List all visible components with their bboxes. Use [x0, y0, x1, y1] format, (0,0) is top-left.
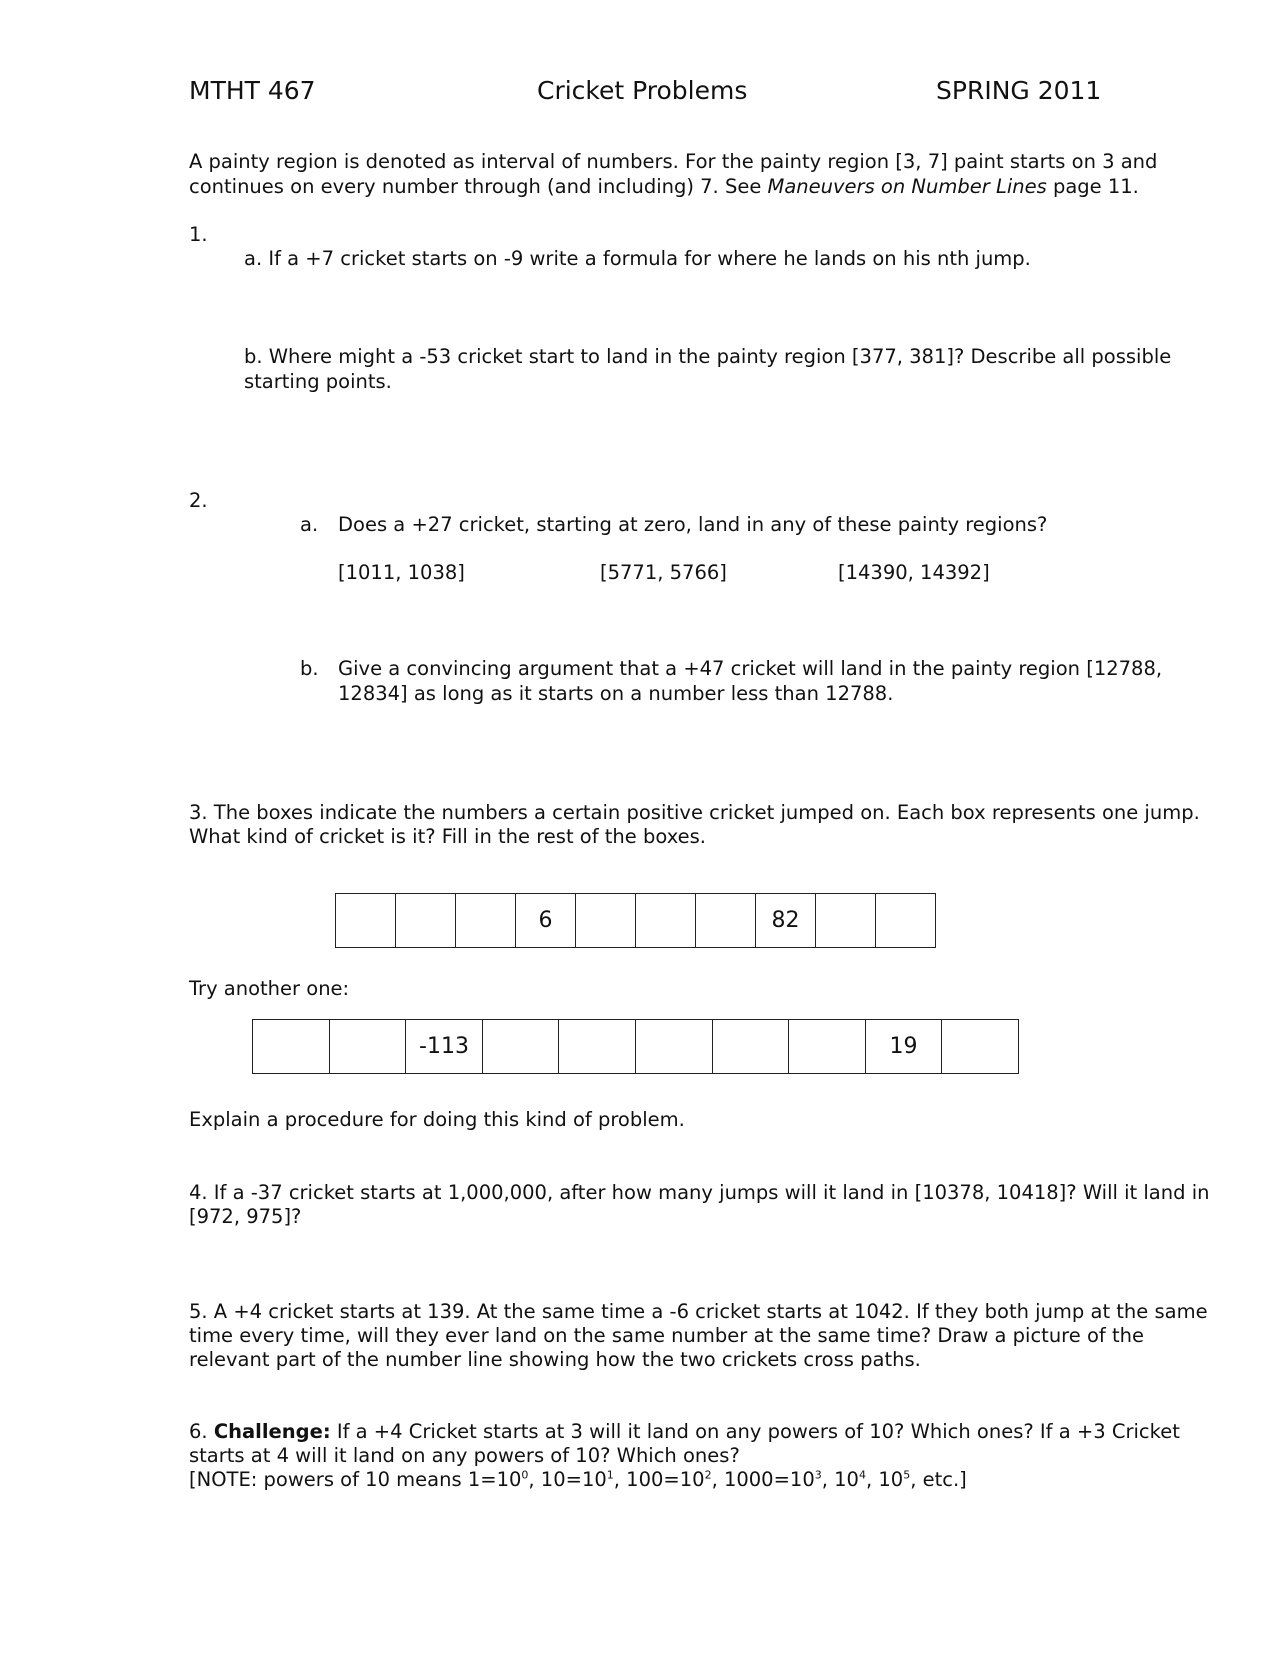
jump-box[interactable] — [789, 1020, 866, 1073]
note-part: [NOTE: powers of 10 means 1=10 — [189, 1468, 522, 1491]
problem-5-line-1: 5. A +4 cricket starts at 139. At the same time a -6 cricket starts at 1042. If they both jump at the same — [189, 1300, 1208, 1323]
problem-2b-line-1: Give a convincing argument that a +47 cricket will land in the painty region [12788, — [338, 657, 1163, 680]
jump-box[interactable] — [713, 1020, 790, 1073]
jump-box[interactable] — [483, 1020, 560, 1073]
intro-line-2-post: page 11. — [1046, 175, 1139, 198]
jump-box[interactable] — [636, 894, 696, 947]
problem-2b-label: b. — [300, 657, 319, 680]
note-part: , 1000=10 — [711, 1468, 815, 1491]
exponent: 5 — [903, 1468, 911, 1482]
intro-line-1: A painty region is denoted as interval of numbers. For the painty region [3, 7] paint starts on 3 and — [189, 150, 1158, 173]
problem-5-line-2: time every time, will they ever land on the same number at the same time? Draw a picture of the — [189, 1324, 1144, 1347]
problem-1b-line-2: starting points. — [244, 370, 392, 393]
painty-region-1: [1011, 1038] — [338, 561, 465, 584]
note-part: , 10 — [821, 1468, 859, 1491]
jump-box: -113 — [406, 1020, 483, 1073]
exponent: 3 — [814, 1468, 822, 1482]
problem-2a-text: Does a +27 cricket, starting at zero, land in any of these painty regions? — [338, 513, 1048, 536]
note-part: , 100=10 — [613, 1468, 705, 1491]
powers-of-ten-note — [189, 1468, 967, 1493]
jump-box[interactable] — [330, 1020, 407, 1073]
note-part: , 10 — [865, 1468, 904, 1491]
jump-box[interactable] — [696, 894, 756, 947]
explain-procedure: Explain a procedure for doing this kind of problem. — [189, 1108, 685, 1131]
problem-1a: a. If a +7 cricket starts on -9 write a formula for where he lands on his nth jump. — [244, 247, 1031, 270]
problem-2a-label: a. — [300, 513, 319, 536]
problem-1b-line-1: b. Where might a -53 cricket start to land in the painty region [377, 381]? Describe all possible — [244, 345, 1172, 368]
jump-box: 19 — [866, 1020, 943, 1073]
problem-4-line-2: [972, 975]? — [189, 1205, 302, 1228]
challenge-label: Challenge: — [213, 1420, 331, 1443]
jump-box[interactable] — [636, 1020, 713, 1073]
painty-region-3: [14390, 14392] — [838, 561, 990, 584]
painty-region-2: [5771, 5766] — [600, 561, 727, 584]
try-another-label: Try another one: — [189, 977, 350, 1000]
problem-3-line-2: What kind of cricket is it? Fill in the rest of the boxes. — [189, 825, 706, 848]
problem-6-line-2: starts at 4 will it land on any powers of 10? Which ones? — [189, 1444, 740, 1467]
exponent: 0 — [521, 1468, 529, 1482]
jump-box[interactable] — [396, 894, 456, 947]
problem-4-line-1: 4. If a -37 cricket starts at 1,000,000, after how many jumps will it land in [10378, 10418]? Will it land in — [189, 1181, 1210, 1204]
term: SPRING 2011 — [936, 76, 1102, 105]
exponent: 1 — [606, 1468, 614, 1482]
intro-line-2 — [189, 175, 1139, 200]
jump-box[interactable] — [576, 894, 636, 947]
jump-boxes-row-1 — [335, 893, 936, 948]
problem-6-line-1 — [189, 1420, 1180, 1445]
jump-box[interactable] — [456, 894, 516, 947]
book-title: Maneuvers on Number Lines — [767, 175, 1047, 198]
problem-2b-line-2: 12834] as long as it starts on a number less than 12788. — [338, 682, 894, 705]
jump-box[interactable] — [253, 1020, 330, 1073]
problem-6-number: 6. — [189, 1420, 214, 1443]
course-code: MTHT 467 — [189, 76, 316, 105]
note-part: , 10=10 — [528, 1468, 607, 1491]
jump-box[interactable] — [816, 894, 876, 947]
jump-box[interactable] — [559, 1020, 636, 1073]
exponent: 4 — [858, 1468, 866, 1482]
intro-line-2-pre: continues on every number through (and including) 7. See — [189, 175, 768, 198]
jump-boxes-row-2 — [252, 1019, 1019, 1074]
note-part: , etc.] — [910, 1468, 967, 1491]
problem-2-number: 2. — [189, 489, 208, 512]
problem-5-line-3: relevant part of the number line showing how the two crickets cross paths. — [189, 1348, 921, 1371]
jump-box[interactable] — [876, 894, 936, 947]
problem-3-line-1: 3. The boxes indicate the numbers a certain positive cricket jumped on. Each box represents one jump. — [189, 801, 1200, 824]
jump-box[interactable] — [336, 894, 396, 947]
jump-box: 82 — [756, 894, 816, 947]
page-title: Cricket Problems — [537, 76, 748, 105]
exponent: 2 — [704, 1468, 712, 1482]
problem-6-line-1-rest: If a +4 Cricket starts at 3 will it land on any powers of 10? Which ones? If a +3 Cricket — [330, 1420, 1180, 1443]
jump-box: 6 — [516, 894, 576, 947]
problem-1-number: 1. — [189, 223, 208, 246]
jump-box[interactable] — [942, 1020, 1019, 1073]
